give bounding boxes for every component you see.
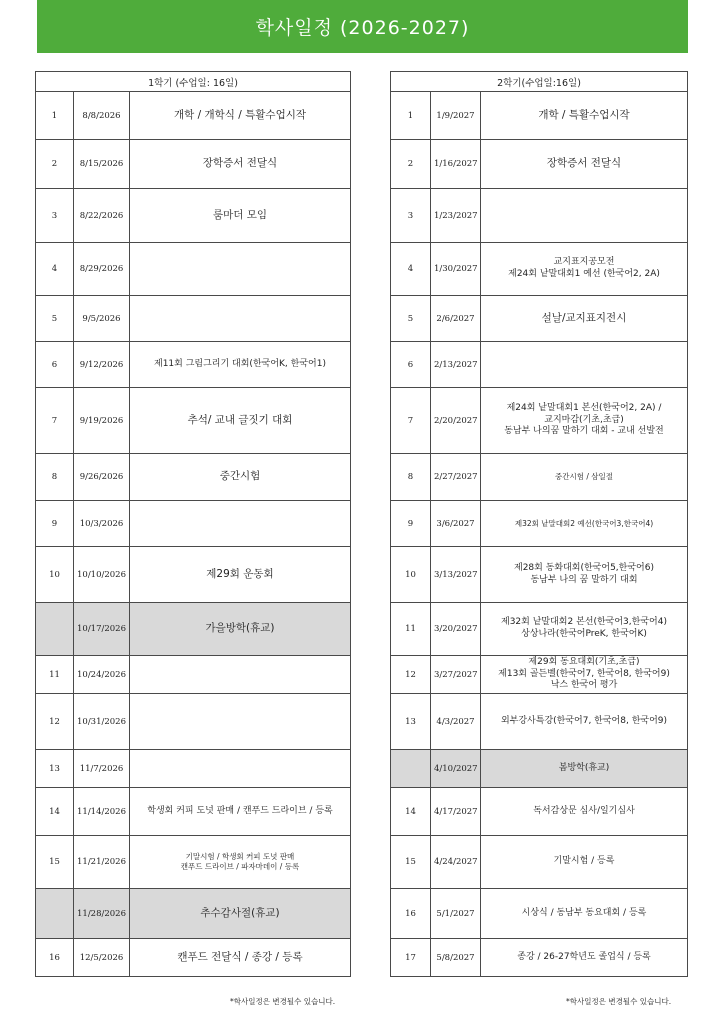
schedule-row <box>36 939 351 977</box>
week-date: 4/17/2027 <box>431 788 481 836</box>
week-number: 1 <box>391 92 431 140</box>
week-number: 8 <box>36 454 74 501</box>
week-events <box>481 501 688 547</box>
week-number: 4 <box>391 243 431 296</box>
week-events <box>130 750 351 788</box>
week-date: 9/12/2026 <box>74 342 130 388</box>
week-events <box>130 388 351 454</box>
schedule-row <box>391 836 688 889</box>
event-line: 교지표지공모전 <box>553 257 615 268</box>
event-line: 장학증서 전달식 <box>202 157 278 170</box>
week-date: 8/22/2026 <box>74 189 130 243</box>
week-date: 12/5/2026 <box>74 939 130 977</box>
week-number: 6 <box>36 342 74 388</box>
week-events <box>481 889 688 939</box>
schedule-row <box>391 296 688 342</box>
week-number: 13 <box>391 694 431 750</box>
schedule-row <box>36 656 351 694</box>
week-events <box>481 939 688 977</box>
week-events <box>130 92 351 140</box>
change-notice-left: *학사일정은 변경될수 있습니다. <box>230 997 336 1006</box>
event-line: 중간시험 / 삼일절 <box>554 472 613 482</box>
semester1-panel <box>35 71 351 977</box>
week-events <box>481 342 688 388</box>
week-date: 5/1/2027 <box>431 889 481 939</box>
schedule-row <box>391 92 688 140</box>
week-events <box>130 889 351 939</box>
week-date: 8/29/2026 <box>74 243 130 296</box>
week-date: 10/31/2026 <box>74 694 130 750</box>
week-number <box>391 750 431 788</box>
week-date: 4/3/2027 <box>431 694 481 750</box>
schedule-row <box>36 694 351 750</box>
schedule-row <box>36 140 351 189</box>
semester2-header: 2학기(수업일:16일) <box>391 72 688 92</box>
semester1-table <box>35 71 351 977</box>
week-events <box>130 836 351 889</box>
week-events <box>481 603 688 656</box>
week-number: 16 <box>36 939 74 977</box>
week-date: 10/17/2026 <box>74 603 130 656</box>
schedule-row <box>36 296 351 342</box>
schedule-row <box>391 501 688 547</box>
schedule-row <box>36 603 351 656</box>
schedule-row <box>391 189 688 243</box>
schedule-row <box>36 388 351 454</box>
schedule-row <box>391 603 688 656</box>
week-date: 10/10/2026 <box>74 547 130 603</box>
week-number: 14 <box>36 788 74 836</box>
week-date: 3/6/2027 <box>431 501 481 547</box>
schedule-row <box>36 836 351 889</box>
week-number: 1 <box>36 92 74 140</box>
week-events <box>130 547 351 603</box>
week-events <box>481 788 688 836</box>
schedule-row <box>36 189 351 243</box>
event-line: 추수감사절(휴교) <box>200 906 280 919</box>
event-line: 제32회 낱말대회2 본선(한국어3,한국어4) <box>501 617 667 628</box>
schedule-row <box>391 939 688 977</box>
event-line: 제29회 동요대회(기초,초급) <box>528 656 640 667</box>
event-line: 제24회 낱말대회1 예선 (한국어2, 2A) <box>508 269 660 279</box>
schedule-row <box>391 388 688 454</box>
event-line: 봄방학(휴교) <box>558 762 610 773</box>
semester1-rows <box>36 92 351 977</box>
schedule-row <box>36 342 351 388</box>
event-line: 외부강사특강(한국어7, 한국어8, 한국어9) <box>500 715 668 726</box>
change-notice-right: *학사일정은 변경될수 있습니다. <box>566 997 672 1006</box>
week-events <box>481 388 688 454</box>
week-number: 3 <box>391 189 431 243</box>
week-number: 10 <box>36 547 74 603</box>
week-date: 3/27/2027 <box>431 656 481 694</box>
week-date: 1/23/2027 <box>431 189 481 243</box>
week-date: 8/15/2026 <box>74 140 130 189</box>
event-line: 제28회 동화대회(한국어5,한국어6) <box>514 562 654 573</box>
schedule-row <box>36 547 351 603</box>
week-events <box>481 189 688 243</box>
week-date: 3/20/2027 <box>431 603 481 656</box>
week-date: 11/7/2026 <box>74 750 130 788</box>
week-date: 2/13/2027 <box>431 342 481 388</box>
week-number: 4 <box>36 243 74 296</box>
event-line: 상상나라(한국어PreK, 한국어K) <box>521 629 647 639</box>
week-number: 2 <box>36 140 74 189</box>
week-date: 10/24/2026 <box>74 656 130 694</box>
week-date: 2/27/2027 <box>431 454 481 501</box>
event-line: 추석/ 교내 글짓기 대회 <box>187 413 293 426</box>
week-date: 1/9/2027 <box>431 92 481 140</box>
event-line: 캔푸드 드라이브 / 파자마데이 / 등록 <box>180 862 300 871</box>
week-date: 2/20/2027 <box>431 388 481 454</box>
semester2-panel <box>390 71 688 977</box>
week-number <box>36 603 74 656</box>
week-events <box>481 454 688 501</box>
event-line: 설날/교지표지전시 <box>541 311 627 324</box>
week-number: 16 <box>391 889 431 939</box>
event-line: 독서감상문 심사/일기심사 <box>533 805 635 816</box>
week-number: 5 <box>36 296 74 342</box>
week-number: 12 <box>36 694 74 750</box>
schedule-row <box>391 140 688 189</box>
week-date: 9/26/2026 <box>74 454 130 501</box>
event-line: 장학증서 전달식 <box>546 157 622 170</box>
week-number: 9 <box>36 501 74 547</box>
week-number: 13 <box>36 750 74 788</box>
semester2-table <box>390 71 688 977</box>
event-line: 교지마감(기초,초급) <box>544 414 624 425</box>
week-events <box>130 694 351 750</box>
week-number: 7 <box>36 388 74 454</box>
event-line: 가을방학(휴교) <box>205 622 275 635</box>
week-number: 6 <box>391 342 431 388</box>
week-date: 1/30/2027 <box>431 243 481 296</box>
week-number: 3 <box>36 189 74 243</box>
event-line: 제11회 그림그리기 대회(한국어K, 한국어1) <box>154 358 326 369</box>
week-events <box>130 189 351 243</box>
week-events <box>481 92 688 140</box>
schedule-row <box>36 454 351 501</box>
event-line: 종강 / 26-27학년도 졸업식 / 등록 <box>517 951 651 962</box>
schedule-row <box>36 92 351 140</box>
week-events <box>130 603 351 656</box>
week-events <box>481 750 688 788</box>
week-date: 4/24/2027 <box>431 836 481 889</box>
week-date: 9/5/2026 <box>74 296 130 342</box>
week-date: 4/10/2027 <box>431 750 481 788</box>
week-events <box>481 243 688 296</box>
event-line: 낙스 한국어 평가 <box>550 680 618 691</box>
schedule-row <box>391 243 688 296</box>
week-date: 11/21/2026 <box>74 836 130 889</box>
week-date: 5/8/2027 <box>431 939 481 977</box>
event-line: 학생회 커피 도넛 판매 / 캔푸드 드라이브 / 등록 <box>147 805 333 816</box>
week-events <box>481 140 688 189</box>
schedule-row <box>391 454 688 501</box>
week-number: 11 <box>391 603 431 656</box>
week-events <box>130 140 351 189</box>
schedule-row <box>36 788 351 836</box>
week-events <box>130 243 351 296</box>
week-number: 7 <box>391 388 431 454</box>
event-line: 동남부 나의꿈 말하기 대회 - 교내 선발전 <box>504 426 664 437</box>
schedule-row <box>36 750 351 788</box>
page-title: 학사일정 (2026-2027) <box>255 17 470 39</box>
event-line: 시상식 / 동남부 동요대회 / 등록 <box>521 907 647 918</box>
week-number: 15 <box>391 836 431 889</box>
schedule-row <box>391 547 688 603</box>
week-number: 9 <box>391 501 431 547</box>
week-number: 15 <box>36 836 74 889</box>
schedule-row <box>391 342 688 388</box>
week-number: 14 <box>391 788 431 836</box>
week-date: 2/6/2027 <box>431 296 481 342</box>
event-line: 제32회 낱말대회2 예선(한국어3,한국어4) <box>514 518 654 528</box>
week-events <box>130 939 351 977</box>
week-events <box>481 836 688 889</box>
week-date: 1/16/2027 <box>431 140 481 189</box>
event-line: 룸마더 모임 <box>212 208 268 221</box>
week-number: 11 <box>36 656 74 694</box>
week-events <box>130 656 351 694</box>
week-date: 8/8/2026 <box>74 92 130 140</box>
week-events <box>130 342 351 388</box>
schedule-row <box>36 889 351 939</box>
week-events <box>481 694 688 750</box>
week-events <box>481 656 688 694</box>
week-date: 11/14/2026 <box>74 788 130 836</box>
week-date: 3/13/2027 <box>431 547 481 603</box>
event-line: 제24회 낱말대회1 본선(한국어2, 2A) / <box>506 402 662 413</box>
week-number: 8 <box>391 454 431 501</box>
schedule-row <box>391 656 688 694</box>
week-events <box>481 547 688 603</box>
week-date: 9/19/2026 <box>74 388 130 454</box>
week-events <box>130 296 351 342</box>
event-line: 제13회 골든벨(한국어7, 한국어8, 한국어9) <box>498 668 670 679</box>
schedule-row <box>391 889 688 939</box>
week-events <box>481 296 688 342</box>
schedule-row <box>391 750 688 788</box>
schedule-row <box>391 788 688 836</box>
week-date: 10/3/2026 <box>74 501 130 547</box>
event-line: 동남부 나의 꿈 말하기 대회 <box>530 574 638 585</box>
page-title-banner <box>37 0 688 53</box>
event-line: 제29회 운동회 <box>206 567 274 580</box>
week-number: 5 <box>391 296 431 342</box>
schedule-row <box>36 243 351 296</box>
event-line: 중간시험 <box>219 470 261 483</box>
event-line: 기말시험 / 등록 <box>553 856 615 867</box>
week-date: 11/28/2026 <box>74 889 130 939</box>
event-line: 개학 / 개학식 / 특활수업시작 <box>174 108 306 121</box>
week-number: 12 <box>391 656 431 694</box>
week-number: 2 <box>391 140 431 189</box>
week-events <box>130 788 351 836</box>
week-number: 10 <box>391 547 431 603</box>
week-number <box>36 889 74 939</box>
week-events <box>130 501 351 547</box>
semester1-header: 1학기 (수업일: 16일) <box>36 72 351 92</box>
event-line: 개학 / 특활수업시작 <box>538 108 630 121</box>
event-line: 캔푸드 전달식 / 종강 / 등록 <box>177 950 303 963</box>
event-line: 기말시험 / 학생회 커피 도넛 판매 <box>185 852 295 862</box>
schedule-row <box>391 694 688 750</box>
week-events <box>130 454 351 501</box>
week-number: 17 <box>391 939 431 977</box>
schedule-row <box>36 501 351 547</box>
semester2-rows <box>391 92 688 977</box>
